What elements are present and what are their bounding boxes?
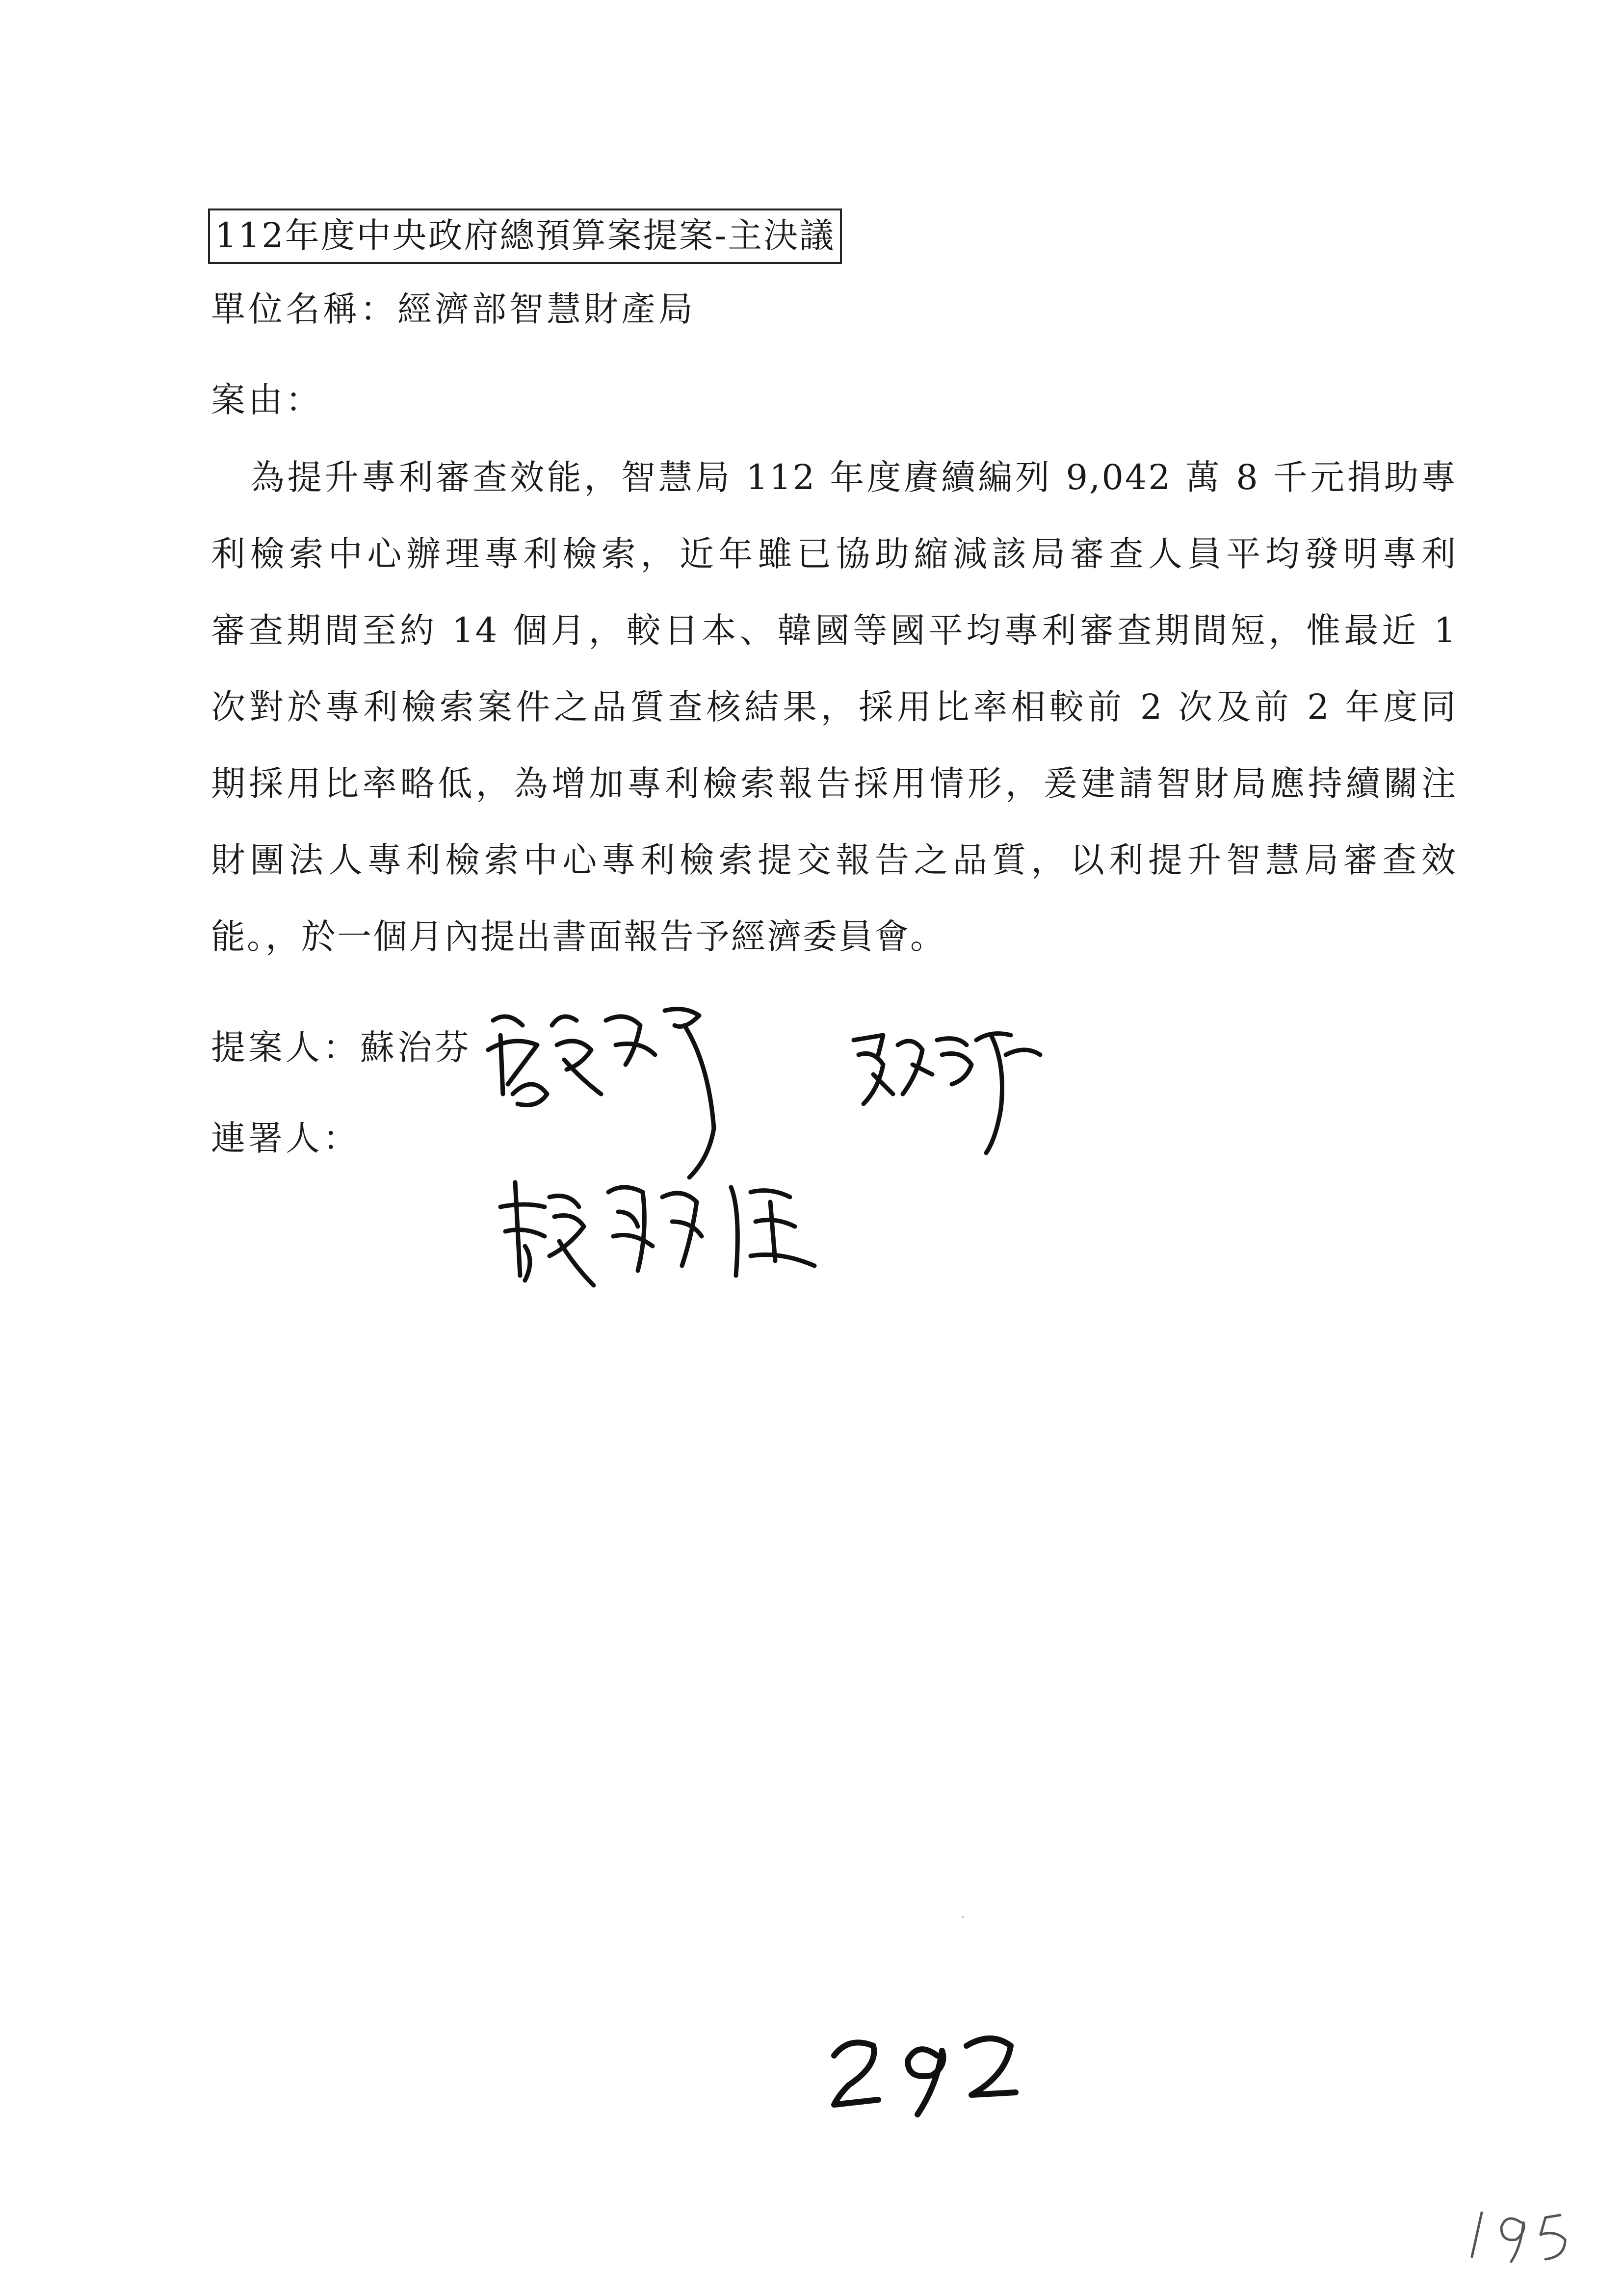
document-title: 112年度中央政府總預算案提案-主決議 <box>208 209 842 264</box>
body-line: 財團法人專利檢索中心專利檢索提交報告之品質，以利提升智慧局審查效 <box>211 840 1457 880</box>
cosigner-label: 連署人： <box>211 1118 360 1158</box>
reason-body <box>211 439 1457 975</box>
signature-cosigner-2 <box>496 1163 829 1300</box>
body-line: 次對於專利檢索案件之品質查核結果，採用比率相較前 2 次及前 2 年度同 <box>211 687 1457 727</box>
body-line: 利檢索中心辦理專利檢索，近年雖已協助縮減該局審查人員平均發明專利 <box>211 534 1457 574</box>
proposer-line: 提案人：蘇治芬 <box>211 1027 472 1068</box>
signature-cosigner-1 <box>844 1011 1050 1158</box>
page-number-corner <box>1462 2203 1609 2269</box>
body-line: 期採用比率略低，為增加專利檢索報告採用情形，爰建請智財局應持續關注 <box>211 763 1457 804</box>
page-number-main <box>819 2021 1025 2121</box>
unit-name: 單位名稱：經濟部智慧財產局 <box>211 289 696 329</box>
scan-speck <box>962 1916 964 1918</box>
signature-proposer <box>478 981 743 1187</box>
body-line: 為提升專利審查效能，智慧局 112 年度賡續編列 9,042 萬 8 千元捐助專 <box>250 457 1457 497</box>
body-line: 審查期間至約 14 個月，較日本、韓國等國平均專利審查期間短，惟最近 1 <box>211 610 1457 651</box>
body-line: 能。，於一個月內提出書面報告予經濟委員會。 <box>211 916 946 957</box>
reason-label: 案由： <box>211 380 323 420</box>
